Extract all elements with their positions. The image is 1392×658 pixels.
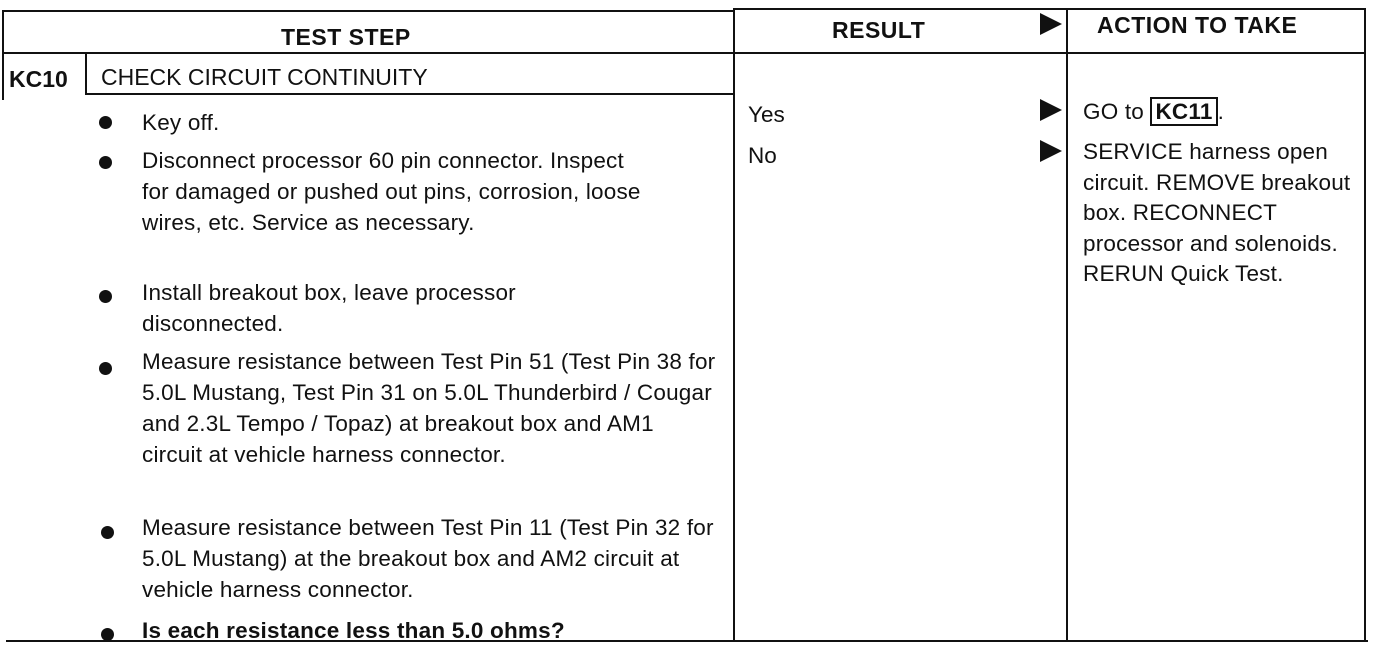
bullet-item: Is each resistance less than 5.0 ohms?	[142, 618, 565, 643]
bullet-icon	[101, 628, 114, 641]
result-column-divider	[733, 8, 735, 642]
action-yes-prefix: GO to	[1083, 99, 1151, 124]
step-id-divider	[85, 52, 87, 95]
step-title: CHECK CIRCUIT CONTINUITY	[101, 64, 428, 90]
bullet-item: Measure resistance between Test Pin 11 (Test Pin 32 for 5.0L Mustang) at the breakout box and AM2 circuit at vehicle harness connector.	[142, 515, 714, 602]
header-bottom-border	[2, 52, 1366, 54]
bullet-icon	[101, 526, 114, 539]
bullet-item: Disconnect processor 60 pin connector. Inspect for damaged or pushed out pins, corrosion, loose wires, etc. Service as necessary.	[142, 148, 641, 235]
header-test-step: TEST STEP	[281, 24, 411, 50]
bullet-icon	[99, 116, 112, 129]
bullet-item: Install breakout box, leave processor disconnected.	[142, 280, 516, 336]
bullet-item: Key off.	[142, 110, 220, 135]
action-yes	[1083, 97, 1373, 128]
step-title-bottom-border	[86, 93, 734, 95]
result-arrow-icon	[1040, 13, 1062, 35]
result-yes: Yes	[748, 102, 785, 127]
step-id: KC10	[9, 66, 68, 92]
result-no: No	[748, 143, 777, 168]
table-top-border-right	[734, 8, 1364, 10]
result-yes-arrow-icon	[1040, 99, 1062, 121]
bullet-icon	[99, 362, 112, 375]
bullet-item: Measure resistance between Test Pin 51 (Test Pin 38 for 5.0L Mustang, Test Pin 31 on 5.0L Thunderbird / Cougar and 2.3L Tempo / Topaz) at breakout box and AM1 circuit at vehicle harness connector.	[142, 349, 716, 467]
table-left-border	[2, 10, 4, 100]
header-action-to-take: ACTION TO TAKE	[1097, 12, 1298, 38]
bullet-icon	[99, 290, 112, 303]
action-yes-suffix: .	[1217, 99, 1225, 124]
result-no-arrow-icon	[1040, 140, 1062, 162]
table-top-border-left	[2, 10, 734, 12]
header-result: RESULT	[832, 17, 926, 43]
kc11-step-reference: KC11	[1150, 97, 1217, 126]
action-no: SERVICE harness open circuit. REMOVE breakout box. RECONNECT processor and solenoids. RERUN Quick Test.	[1083, 139, 1351, 286]
action-column-divider	[1066, 8, 1068, 642]
bullet-icon	[99, 156, 112, 169]
